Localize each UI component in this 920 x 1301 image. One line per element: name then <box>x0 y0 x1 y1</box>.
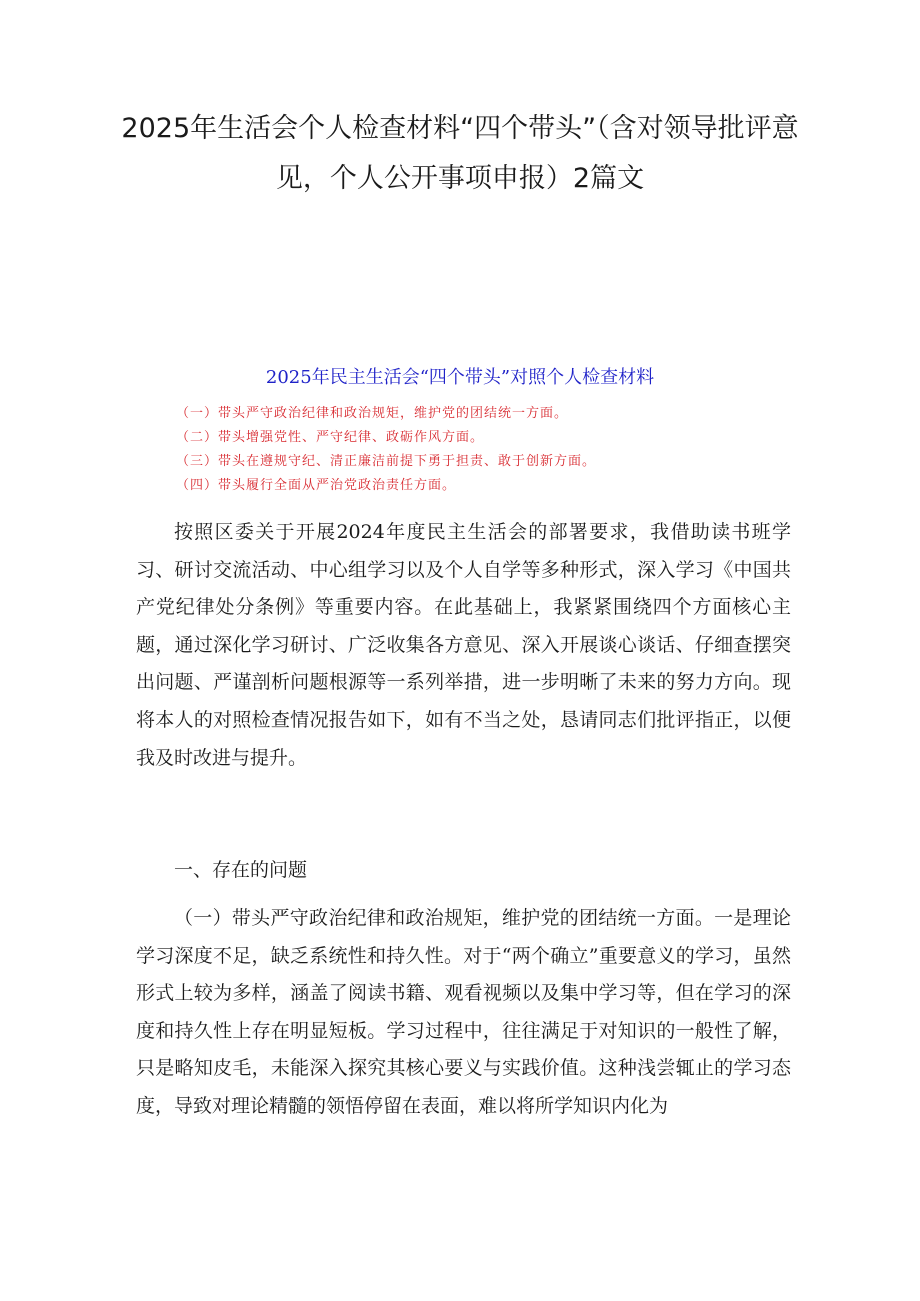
table-of-contents <box>176 402 796 498</box>
toc-item: （二）带头增强党性、严守纪律、政砺作风方面。 <box>176 430 485 445</box>
intro-paragraph: 按照区委关于开展2024年度民主生活会的部署要求，我借助读书班学习、研讨交流活动、中心组学习以及个人自学等多种形式，深入学习《中国共产党纪律处分条例》等重要内容。在此基础上，我紧紧围绕四个方面核心主题，通过深化学习研讨、广泛收集各方意见、深入开展谈心谈话、仔细查摆突出问题、严谨剖析问题根源等一系列举措，进一步明晰了未来的努力方向。现将本人的对照检查情况报告如下，如有不当之处，恳请同志们批评指正，以便我及时改进与提升。 <box>136 521 791 769</box>
toc-item: （一）带头严守政治纪律和政治规矩，维护党的团结统一方面。 <box>176 406 569 421</box>
document-title: 2025年生活会个人检查材料“四个带头”（含对领导批评意见，个人公开事项申报）2篇文 <box>121 113 799 194</box>
section-heading: 一、存在的问题 <box>174 859 308 881</box>
document-subtitle: 2025年民主生活会“四个带头”对照个人检查材料 <box>265 367 655 388</box>
section-item-paragraph: （一）带头严守政治纪律和政治规矩，维护党的团结统一方面。一是理论学习深度不足，缺乏系统性和持久性。对于“两个确立”重要意义的学习，虽然形式上较为多样，涵盖了阅读书籍、观看视频以及集中学习等，但在学习的深度和持久性上存在明显短板。学习过程中，往往满足于对知识的一般性了解，只是略知皮毛，未能深入探究其核心要义与实践价值。这种浅尝辄止的学习态度，导致对理论精髓的领悟停留在表面，难以将所学知识内化为 <box>136 907 791 1117</box>
toc-item: （四）带头履行全面从严治党政治责任方面。 <box>176 478 457 493</box>
toc-item: （三）带头在遵规守纪、清正廉洁前提下勇于担责、敢于创新方面。 <box>176 454 597 469</box>
